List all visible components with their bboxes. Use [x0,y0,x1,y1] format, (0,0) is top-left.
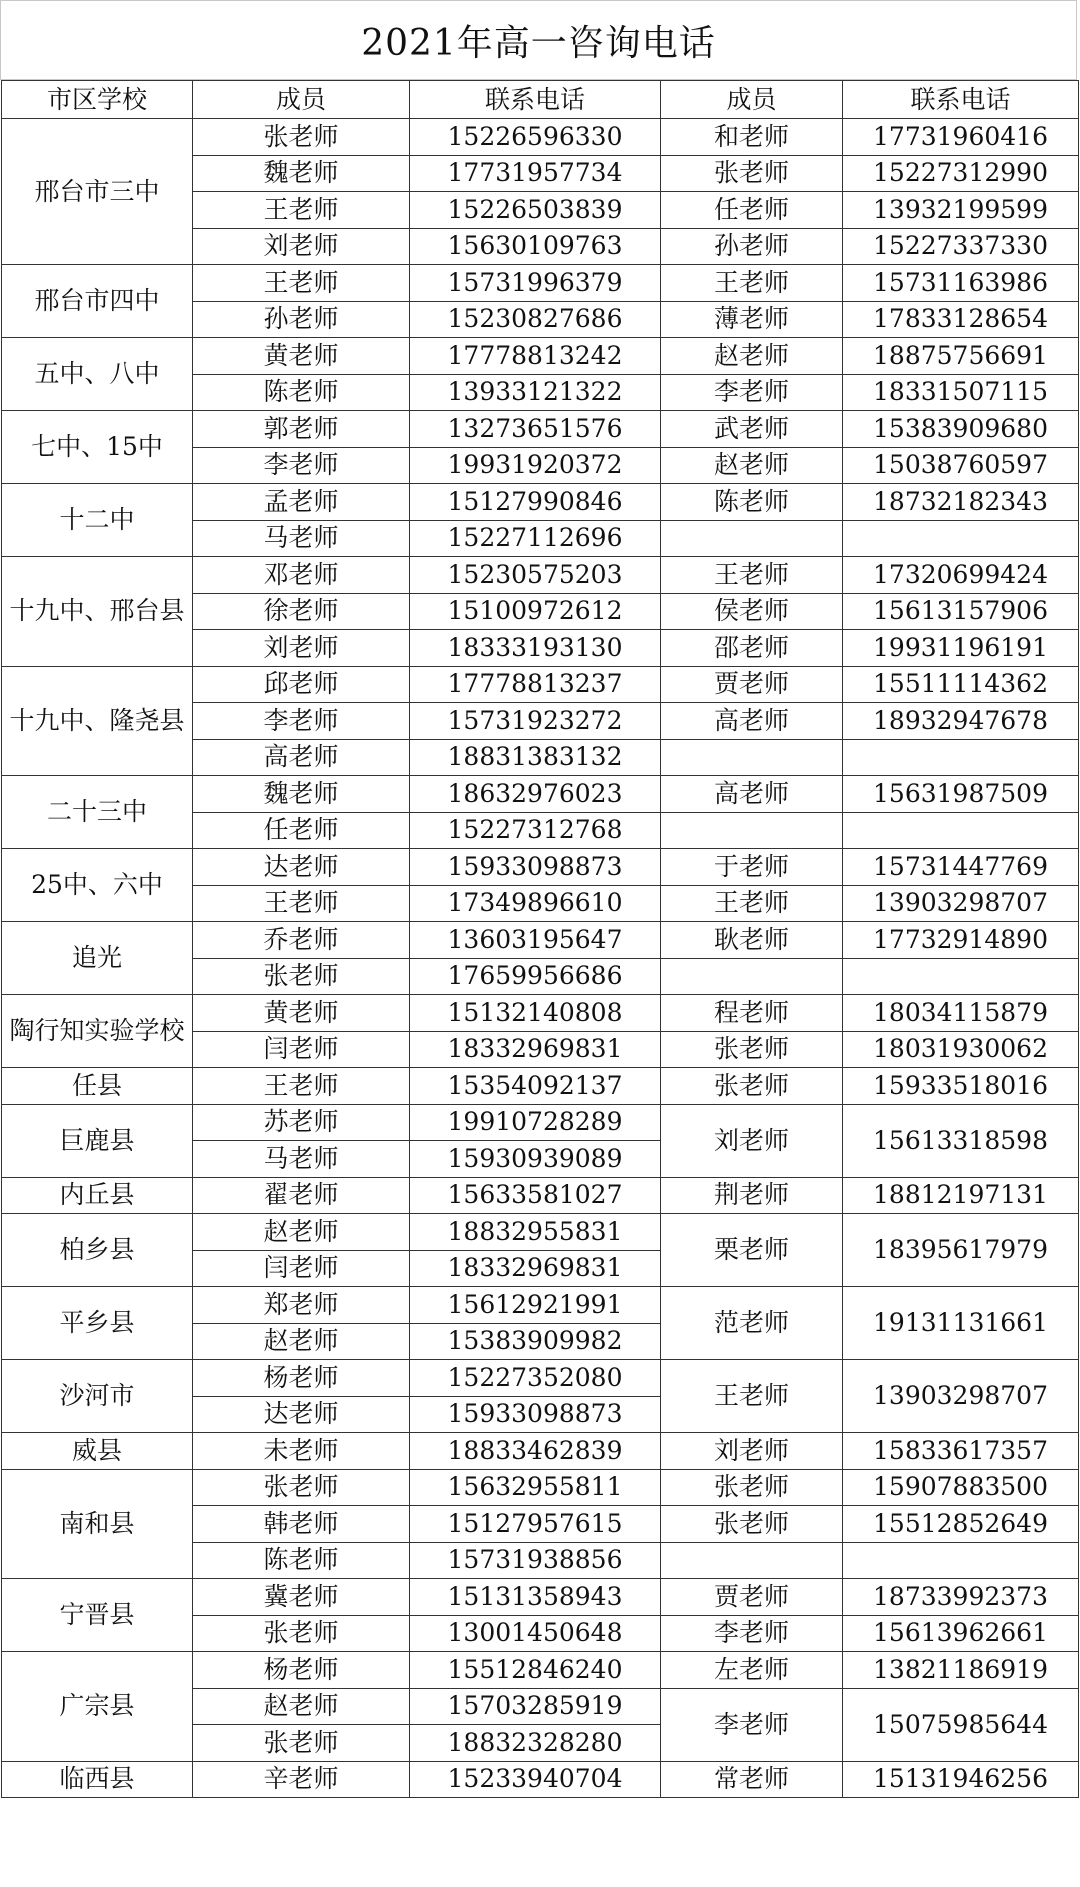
phone-number: 15933098873 [410,1396,661,1433]
phone-number: 15230575203 [410,557,661,594]
member-name: 邵老师 [661,630,843,667]
member-name: 李老师 [661,1615,843,1652]
table-row [2,1433,1079,1470]
table-row [2,849,1079,886]
member-name: 郑老师 [193,1287,410,1324]
member-name: 张老师 [193,1469,410,1506]
member-name: 闫老师 [193,1250,410,1287]
phone-number: 17833128654 [843,301,1079,338]
member-name: 张老师 [661,1031,843,1068]
header-member-2: 成员 [661,81,843,119]
phone-number: 17732914890 [843,922,1079,959]
phone-number: 19131131661 [843,1287,1079,1360]
member-name: 黄老师 [193,338,410,375]
phone-number: 19931196191 [843,630,1079,667]
school-name: 柏乡县 [2,1214,193,1287]
member-name: 韩老师 [193,1506,410,1543]
phone-number: 15930939089 [410,1141,661,1178]
phone-number: 18632976023 [410,776,661,813]
member-name: 陈老师 [193,374,410,411]
page-title: 2021年高一咨询电话 [361,22,716,64]
table-row [2,1360,1079,1397]
member-name: 贾老师 [661,1579,843,1616]
phone-number: 15512852649 [843,1506,1079,1543]
phone-number: 15038760597 [843,447,1079,484]
phone-number: 15731447769 [843,849,1079,886]
phone-number: 15630109763 [410,228,661,265]
member-name: 范老师 [661,1287,843,1360]
phone-number: 15100972612 [410,593,661,630]
phone-number: 15511114362 [843,666,1079,703]
school-name: 内丘县 [2,1177,193,1214]
table-row [2,1104,1079,1141]
member-name: 赵老师 [661,447,843,484]
member-name: 张老师 [661,1506,843,1543]
member-name: 王老师 [661,265,843,302]
table-body [2,119,1079,1798]
phone-number: 18832328280 [410,1725,661,1762]
header-phone-1: 联系电话 [410,81,661,119]
member-name: 王老师 [193,192,410,229]
member-name: 张老师 [193,1615,410,1652]
phone-number: 18833462839 [410,1433,661,1470]
table-row [2,776,1079,813]
phone-number: 15512846240 [410,1652,661,1689]
phone-number [843,739,1079,776]
member-name: 杨老师 [193,1652,410,1689]
phone-number: 15230827686 [410,301,661,338]
phone-number: 15226503839 [410,192,661,229]
member-name: 张老师 [193,119,410,156]
phone-number: 17778813237 [410,666,661,703]
phone-number: 18932947678 [843,703,1079,740]
phone-number: 17731960416 [843,119,1079,156]
phone-number: 19910728289 [410,1104,661,1141]
phone-number: 15613318598 [843,1104,1079,1177]
table-row [2,265,1079,302]
school-name: 25中、六中 [2,849,193,922]
phone-number: 15933098873 [410,849,661,886]
phone-number: 15731923272 [410,703,661,740]
table-row [2,338,1079,375]
phone-number: 15131358943 [410,1579,661,1616]
member-name: 魏老师 [193,155,410,192]
phone-number: 17659956686 [410,958,661,995]
member-name: 赵老师 [193,1323,410,1360]
phone-number: 18733992373 [843,1579,1079,1616]
member-name: 赵老师 [193,1214,410,1251]
member-name: 陈老师 [193,1542,410,1579]
table-row [2,922,1079,959]
school-name: 二十三中 [2,776,193,849]
member-name: 张老师 [661,155,843,192]
member-name: 达老师 [193,1396,410,1433]
phone-number: 15632955811 [410,1469,661,1506]
member-name [661,520,843,557]
phone-number: 15227312768 [410,812,661,849]
table-row [2,1214,1079,1251]
phone-number: 15383909680 [843,411,1079,448]
phone-number: 15383909982 [410,1323,661,1360]
phone-number: 15227337330 [843,228,1079,265]
member-name [661,1542,843,1579]
table-row [2,119,1079,156]
member-name: 孙老师 [661,228,843,265]
phone-number: 18333193130 [410,630,661,667]
table-row [2,995,1079,1032]
member-name: 刘老师 [661,1104,843,1177]
member-name: 乔老师 [193,922,410,959]
member-name: 孙老师 [193,301,410,338]
school-name: 陶行知实验学校 [2,995,193,1068]
table-row [2,1177,1079,1214]
header-school: 市区学校 [2,81,193,119]
member-name: 李老师 [661,1688,843,1761]
phone-number: 15731163986 [843,265,1079,302]
member-name: 常老师 [661,1761,843,1798]
phone-number: 15933518016 [843,1068,1079,1105]
phone-number: 15127957615 [410,1506,661,1543]
phone-number: 18831383132 [410,739,661,776]
member-name: 王老师 [661,885,843,922]
member-name: 杨老师 [193,1360,410,1397]
school-name: 五中、八中 [2,338,193,411]
member-name: 和老师 [661,119,843,156]
phone-number: 17320699424 [843,557,1079,594]
phone-number: 15226596330 [410,119,661,156]
school-name: 任县 [2,1068,193,1105]
phone-number: 18732182343 [843,484,1079,521]
school-name: 威县 [2,1433,193,1470]
phone-number [843,1542,1079,1579]
table-row [2,1469,1079,1506]
phone-number: 15613157906 [843,593,1079,630]
school-name: 巨鹿县 [2,1104,193,1177]
phone-number: 15631987509 [843,776,1079,813]
member-name: 于老师 [661,849,843,886]
phone-number: 15907883500 [843,1469,1079,1506]
phone-number: 13932199599 [843,192,1079,229]
member-name: 高老师 [661,776,843,813]
phone-number: 15703285919 [410,1688,661,1725]
phone-number: 18812197131 [843,1177,1079,1214]
phone-number: 15132140808 [410,995,661,1032]
school-name: 十九中、邢台县 [2,557,193,667]
member-name: 刘老师 [661,1433,843,1470]
phone-number: 18331507115 [843,374,1079,411]
member-name [661,812,843,849]
member-name: 耿老师 [661,922,843,959]
phone-number: 13821186919 [843,1652,1079,1689]
school-name: 十二中 [2,484,193,557]
phone-number: 15227112696 [410,520,661,557]
table-row [2,666,1079,703]
phone-number: 15233940704 [410,1761,661,1798]
phone-number: 18332969831 [410,1250,661,1287]
member-name: 王老师 [193,1068,410,1105]
phone-number: 18395617979 [843,1214,1079,1287]
member-name: 翟老师 [193,1177,410,1214]
phone-number: 13603195647 [410,922,661,959]
member-name: 赵老师 [661,338,843,375]
member-name: 冀老师 [193,1579,410,1616]
school-name: 宁晋县 [2,1579,193,1652]
member-name: 任老师 [193,812,410,849]
member-name [661,958,843,995]
school-name: 追光 [2,922,193,995]
header-row [2,81,1079,119]
school-name: 临西县 [2,1761,193,1798]
phone-number: 15731996379 [410,265,661,302]
table-row [2,484,1079,521]
member-name: 闫老师 [193,1031,410,1068]
school-name: 广宗县 [2,1652,193,1762]
table-row [2,411,1079,448]
phone-number: 15131946256 [843,1761,1079,1798]
member-name: 辛老师 [193,1761,410,1798]
phone-number: 18875756691 [843,338,1079,375]
table-row [2,1761,1079,1798]
member-name: 张老师 [661,1068,843,1105]
phone-number: 17731957734 [410,155,661,192]
school-name: 七中、15中 [2,411,193,484]
school-name: 南和县 [2,1469,193,1579]
member-name: 王老师 [661,557,843,594]
member-name: 苏老师 [193,1104,410,1141]
phone-number: 15633581027 [410,1177,661,1214]
school-name: 沙河市 [2,1360,193,1433]
phone-number: 15833617357 [843,1433,1079,1470]
contact-table [1,80,1079,1798]
table-row [2,1068,1079,1105]
member-name [661,739,843,776]
member-name: 马老师 [193,520,410,557]
phone-number [843,812,1079,849]
school-name: 十九中、隆尧县 [2,666,193,776]
member-name: 栗老师 [661,1214,843,1287]
phone-number: 13903298707 [843,885,1079,922]
phone-number: 13903298707 [843,1360,1079,1433]
member-name: 王老师 [193,265,410,302]
member-name: 武老师 [661,411,843,448]
phone-number: 13273651576 [410,411,661,448]
member-name: 王老师 [193,885,410,922]
member-name: 任老师 [661,192,843,229]
member-name: 李老师 [193,703,410,740]
phone-number: 15731938856 [410,1542,661,1579]
phone-number: 18034115879 [843,995,1079,1032]
phone-number: 15612921991 [410,1287,661,1324]
member-name: 黄老师 [193,995,410,1032]
member-name: 邓老师 [193,557,410,594]
phone-number [843,520,1079,557]
phone-number: 13001450648 [410,1615,661,1652]
member-name: 程老师 [661,995,843,1032]
member-name: 李老师 [661,374,843,411]
school-name: 邢台市四中 [2,265,193,338]
member-name: 高老师 [661,703,843,740]
member-name: 荆老师 [661,1177,843,1214]
header-phone-2: 联系电话 [843,81,1079,119]
member-name: 马老师 [193,1141,410,1178]
phone-number: 19931920372 [410,447,661,484]
member-name: 未老师 [193,1433,410,1470]
member-name: 邱老师 [193,666,410,703]
member-name: 郭老师 [193,411,410,448]
member-name: 达老师 [193,849,410,886]
member-name: 张老师 [193,958,410,995]
phone-number: 15227312990 [843,155,1079,192]
member-name: 侯老师 [661,593,843,630]
table-row [2,1652,1079,1689]
phone-number [843,958,1079,995]
member-name: 高老师 [193,739,410,776]
member-name: 赵老师 [193,1688,410,1725]
member-name: 李老师 [193,447,410,484]
member-name: 孟老师 [193,484,410,521]
phone-number: 17778813242 [410,338,661,375]
table-row [2,1579,1079,1616]
phone-number: 15613962661 [843,1615,1079,1652]
school-name: 平乡县 [2,1287,193,1360]
member-name: 魏老师 [193,776,410,813]
title-bar [0,0,1077,80]
member-name: 张老师 [661,1469,843,1506]
member-name: 陈老师 [661,484,843,521]
phone-number: 15354092137 [410,1068,661,1105]
member-name: 左老师 [661,1652,843,1689]
member-name: 王老师 [661,1360,843,1433]
member-name: 徐老师 [193,593,410,630]
member-name: 张老师 [193,1725,410,1762]
phone-number: 13933121322 [410,374,661,411]
school-name: 邢台市三中 [2,119,193,265]
table-row [2,557,1079,594]
phone-number: 18832955831 [410,1214,661,1251]
member-name: 刘老师 [193,228,410,265]
phone-number: 15075985644 [843,1688,1079,1761]
member-name: 刘老师 [193,630,410,667]
table-row [2,1287,1079,1324]
member-name: 贾老师 [661,666,843,703]
phone-number: 15127990846 [410,484,661,521]
header-member-1: 成员 [193,81,410,119]
phone-number: 15227352080 [410,1360,661,1397]
phone-number: 17349896610 [410,885,661,922]
phone-number: 18031930062 [843,1031,1079,1068]
member-name: 薄老师 [661,301,843,338]
phone-number: 18332969831 [410,1031,661,1068]
